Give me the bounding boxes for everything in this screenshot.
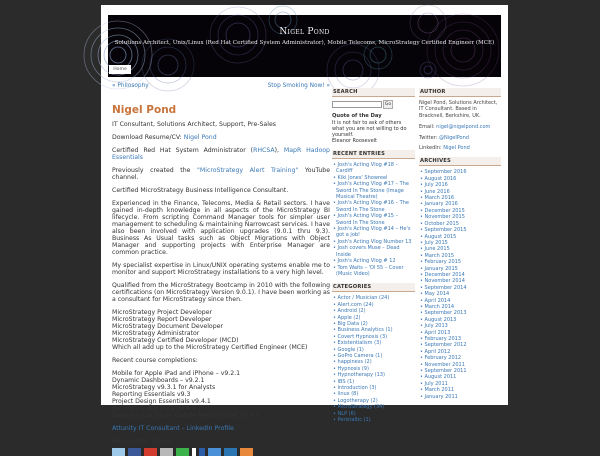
cert-item: MicroStrategy Certified Developer (MCD) — [112, 337, 239, 344]
recent-entry-link[interactable]: Tom Waits – 'Ol 55 – Cover (Music Video) — [336, 264, 404, 277]
archive-link[interactable]: March 2016 — [424, 195, 455, 202]
search-widget — [332, 88, 415, 144]
archive-link[interactable]: August 2013 — [424, 316, 457, 323]
archive-item: • January 2011 — [420, 393, 458, 400]
category-link[interactable]: Business Analytics (1) — [337, 327, 393, 334]
archive-item: • August 2015 — [420, 233, 457, 240]
archive-item: • April 2013 — [420, 329, 451, 336]
cert-item: Which all add up to the MicroStrategy Certified Engineer (MCE) — [112, 344, 308, 351]
recent-entry[interactable]: • Josh's Acting Vlog #18 – Cardiff — [333, 162, 399, 175]
cert-item: MicroStrategy Administrator — [112, 330, 200, 337]
archives-widget — [419, 157, 501, 400]
site-header — [108, 15, 501, 77]
category-link[interactable]: MicroStrategy (34) — [337, 404, 385, 411]
category-item: • Peristaltic (1) — [333, 417, 371, 424]
archive-link[interactable]: February 2013 — [424, 336, 462, 342]
archive-item: • April 2012 — [420, 348, 451, 355]
page-wrapper — [101, 5, 508, 445]
archive-link[interactable]: November 2014 — [424, 278, 465, 285]
recent-entry-link[interactable]: Josh covers Muse – Dead Inside — [336, 245, 400, 258]
category-item: • Hypnosis (9) — [333, 365, 369, 372]
category-link[interactable]: Logotherapy (2) — [337, 397, 378, 404]
archive-item: • July 2011 — [420, 380, 448, 387]
author-twitter-row — [419, 135, 501, 141]
linkedin-link[interactable]: Nigel Pond — [443, 145, 470, 152]
category-link[interactable]: linux (8) — [337, 391, 359, 398]
archive-link[interactable]: September 2016 — [424, 169, 467, 176]
recent-entry[interactable]: • Josh's Acting Vlog #14 – He's got a job! — [333, 226, 411, 239]
facebook-icon[interactable] — [128, 448, 141, 456]
category-link[interactable]: Google (1) — [337, 346, 364, 353]
recent-entry[interactable]: • Tom Waits – 'Ol 55 – Cover (Music Video) — [333, 264, 404, 277]
next-post-link[interactable]: Stop Smoking Now! » — [267, 83, 330, 89]
recent-entries-widget — [332, 150, 415, 277]
cert-item: MicroStrategy Report Developer — [112, 316, 212, 323]
header-circles-decoration — [108, 15, 501, 77]
site-description: Solutions Architect, Unix/Linux (Red Hat Certified System Administrator), Mobile Telecoms, MicroStrategy Certified Engineer (MCE) — [114, 40, 495, 46]
nav-home-tab[interactable]: Home — [109, 65, 131, 74]
category-link[interactable]: Peristaltic (1) — [337, 417, 371, 424]
archive-item: • November 2011 — [420, 361, 465, 368]
categories-widget — [332, 283, 415, 423]
archive-item: • November 2015 — [420, 214, 465, 221]
archive-link[interactable]: February 2012 — [424, 355, 462, 362]
sms-icon[interactable] — [176, 448, 189, 456]
archive-link[interactable]: June 2016 — [424, 188, 450, 195]
category-link[interactable]: Android (2) — [337, 308, 366, 315]
category-link[interactable]: Existentialism (3) — [337, 340, 382, 347]
archive-link[interactable]: July 2015 — [424, 239, 448, 246]
site-title[interactable]: Nigel Pond — [279, 27, 330, 37]
author-widget-title: AUTHOR — [419, 88, 501, 97]
category-item: • MicroStrategy (34) — [333, 404, 385, 411]
course-item: Hot Topics: Big Data v9.4.1 — [112, 405, 196, 412]
archive-item: • December 2014 — [420, 271, 465, 278]
delicious-icon[interactable] — [199, 448, 205, 456]
archive-link[interactable]: June 2015 — [424, 246, 450, 253]
category-item: • Apple (2) — [333, 314, 361, 321]
archive-link[interactable]: April 2013 — [424, 329, 451, 336]
youtube-channel-link[interactable]: "MicroStrategy Alert Training" — [197, 167, 299, 174]
category-item: • Existentialism (3) — [333, 340, 382, 347]
blank-icon — [192, 448, 196, 456]
course-item: Deploy & Configure Google Maps Widget v9.4.1 — [112, 412, 260, 419]
intro-paragraph: IT Consultant, Solutions Architect, Support, Pre-Sales — [112, 121, 276, 128]
category-item: • GoPro Camera (1) — [333, 352, 383, 359]
archive-item: • March 2016 — [420, 195, 455, 202]
archive-item: • August 2013 — [420, 316, 457, 323]
archive-item: • November 2014 — [420, 278, 465, 285]
resume-label: Download Resume/CV: — [112, 134, 184, 141]
category-link[interactable]: Big Data (2) — [337, 320, 368, 327]
search-widget-title: SEARCH — [332, 88, 415, 97]
bi-consultant-paragraph: Certified MicroStrategy Business Intelligence Consultant. — [112, 187, 289, 194]
recent-entry[interactable]: • Josh's Acting Vlog #17 – The Sword In The Stone (Image Musical Theatre) — [333, 181, 409, 201]
certs-separator: ), — [274, 147, 284, 154]
archive-item: • April 2014 — [420, 297, 451, 304]
archive-item: • September 2016 — [420, 169, 467, 176]
author-bio: Nigel Pond, Solutions Architect, IT Consultant. Based in Bracknell, Berkshire, UK. — [419, 100, 498, 119]
linkedin-label: LinkedIn: — [419, 145, 444, 152]
archive-link[interactable]: December 2015 — [424, 207, 465, 214]
category-link[interactable]: GoPro Camera (1) — [337, 352, 383, 359]
archive-link[interactable]: September 2011 — [424, 368, 467, 375]
recent-entry[interactable]: • Josh's Acting Vlog #16 – The Sword In The Stone — [333, 200, 409, 213]
recent-entry-link[interactable]: Josh's Acting Vlog # 12 — [337, 258, 396, 265]
archive-link[interactable]: March 2015 — [424, 252, 455, 259]
category-item: • happiness (2) — [333, 359, 372, 366]
category-item: • Hypnotherapy (13) — [333, 372, 385, 379]
youtube-label: Previously created the — [112, 167, 198, 174]
archive-link[interactable]: January 2015 — [424, 265, 458, 272]
archive-item: • July 2016 — [420, 182, 448, 189]
category-link[interactable]: happiness (2) — [337, 359, 372, 366]
expertise-paragraph: My specialist expertise in Linux/UNIX operating systems enable me to monitor and support MicroStrategy installations to a very high level. — [112, 262, 330, 276]
archive-link[interactable]: January 2016 — [424, 201, 458, 208]
recent-entry-link[interactable]: Josh's Acting Vlog #16 – The Sword In The Stone — [336, 200, 409, 213]
category-link[interactable]: Alert.com (24) — [337, 301, 374, 308]
recent-entry[interactable]: • Josh's Acting Vlog Number 13 — [333, 238, 412, 245]
quote-title: Quote of the Day — [332, 113, 382, 119]
cert-item: MicroStrategy Project Developer — [112, 309, 213, 316]
recent-entry-link[interactable]: Josh's Acting Vlog #15 – Sword In The Stone — [336, 213, 399, 226]
email-icon[interactable] — [160, 448, 173, 456]
quote-author-link[interactable]: Eleanor Roosevelt — [332, 138, 377, 144]
archive-item: • June 2015 — [420, 246, 450, 253]
archive-link[interactable]: November 2011 — [424, 361, 465, 368]
archive-item: • August 2016 — [420, 175, 457, 182]
archive-item: • October 2015 — [420, 220, 459, 227]
archive-item: • July 2015 — [420, 239, 448, 246]
share-icons — [112, 448, 330, 456]
recent-courses-label: Recent course completions: — [112, 357, 198, 364]
certs-paragraph — [112, 147, 330, 161]
category-item: • Logotherapy (2) — [333, 397, 378, 404]
search-input[interactable] — [332, 101, 382, 108]
archive-link[interactable]: July 2016 — [424, 182, 448, 189]
author-widget — [419, 88, 501, 151]
search-go-button[interactable]: Go — [384, 102, 392, 107]
linkedin-icon[interactable] — [224, 448, 237, 456]
category-link[interactable]: Apple (2) — [337, 314, 361, 321]
linkedin-profile-link[interactable]: Attunity IT Consultant – LinkedIn Profile — [112, 425, 234, 432]
google-plus-icon[interactable] — [144, 448, 157, 456]
archive-link[interactable]: July 2011 — [424, 380, 448, 387]
recent-entries-title: RECENT ENTRIES — [332, 150, 415, 159]
category-item: • linux (8) — [333, 391, 359, 398]
archive-link[interactable]: April 2012 — [424, 348, 451, 355]
recent-entry-link[interactable]: Josh's Acting Vlog #14 – He's got a job! — [336, 226, 411, 239]
course-list — [112, 370, 330, 419]
category-link[interactable]: IBS (1) — [337, 378, 355, 385]
archive-link[interactable]: July 2013 — [424, 323, 448, 330]
archive-link[interactable]: September 2013 — [424, 310, 467, 317]
recent-entry[interactable]: • Kiki Jones' Showreel — [333, 174, 388, 181]
archives-title: ARCHIVES — [419, 157, 501, 166]
main-content — [112, 104, 330, 456]
course-item: MicroStrategy v9.3.1 for Analysts — [112, 384, 216, 391]
category-link[interactable]: Introduction (3) — [337, 385, 377, 391]
archive-link[interactable]: September 2014 — [424, 284, 467, 291]
category-item: • Alert.com (24) — [333, 301, 374, 308]
archive-item: • March 2015 — [420, 252, 455, 259]
category-link[interactable]: NLP (6) — [337, 410, 356, 417]
resume-paragraph — [112, 134, 330, 141]
archive-link[interactable]: September 2012 — [424, 342, 467, 349]
archive-link[interactable]: March 2011 — [424, 387, 455, 394]
archive-item: • February 2012 — [420, 355, 462, 362]
archive-item: • March 2011 — [420, 387, 455, 394]
course-item: Mobile for Apple iPad and iPhone – v9.2.1 — [112, 370, 241, 377]
archive-item: • February 2015 — [420, 259, 462, 266]
archive-link[interactable]: May 2014 — [424, 291, 450, 298]
category-link[interactable]: Actor / Musician (24) — [337, 295, 390, 302]
category-link[interactable]: Covert Hypnosis (3) — [337, 333, 388, 340]
archive-link[interactable]: April 2014 — [424, 297, 451, 304]
mapr-link[interactable]: MapR Hadoop Essentials — [112, 147, 330, 161]
archive-item: • August 2011 — [420, 374, 457, 381]
resume-link[interactable]: Nigel Pond — [183, 134, 217, 141]
archive-item: • January 2016 — [420, 201, 458, 208]
qualified-paragraph: Qualified from the MicroStrategy Bootcamp in 2010 with the following certifications (on MicroStrategy Version 9.0.1). I have been working as a consultant for MicroStrategy since then. — [112, 282, 330, 303]
email-link[interactable]: nigel@nigelpond.com — [436, 124, 491, 131]
archive-item: • September 2015 — [420, 227, 467, 234]
archive-item: • September 2012 — [420, 342, 467, 349]
prev-post-link[interactable]: « Philosophy — [112, 83, 149, 89]
course-item: Reporting Essentials v9.3 — [112, 391, 191, 398]
archive-item: • January 2015 — [420, 265, 458, 272]
archive-link[interactable]: November 2015 — [424, 214, 465, 221]
category-item: • Big Data (2) — [333, 320, 368, 327]
sidebar-right — [419, 88, 501, 406]
archive-link[interactable]: August 2016 — [424, 175, 457, 182]
category-item: • Android (2) — [333, 308, 366, 315]
archive-link[interactable]: August 2015 — [424, 233, 457, 240]
twitter-label: Twitter: — [419, 134, 439, 141]
archive-item: • September 2013 — [420, 310, 467, 317]
archive-item: • February 2013 — [420, 336, 462, 342]
archive-item: • December 2015 — [420, 207, 465, 214]
recent-entry-link[interactable]: Kiki Jones' Showreel — [337, 174, 388, 181]
category-item: • Business Analytics (1) — [333, 327, 393, 334]
categories-title: CATEGORIES — [332, 283, 415, 292]
archive-item: • July 2013 — [420, 323, 448, 330]
archive-item: • September 2014 — [420, 284, 467, 291]
youtube-paragraph — [112, 167, 330, 181]
author-email-row — [419, 124, 501, 130]
category-link[interactable]: Hypnotherapy (13) — [337, 372, 385, 379]
category-item: • Google (1) — [333, 346, 364, 353]
author-linkedin-row — [419, 145, 501, 151]
twitter-link[interactable]: @NigelPond — [438, 134, 469, 141]
archive-item: • May 2014 — [420, 291, 450, 298]
cert-item: MicroStrategy Document Developer — [112, 323, 223, 330]
recent-entry[interactable]: • Josh covers Muse – Dead Inside — [333, 245, 400, 258]
archive-link[interactable]: September 2015 — [424, 227, 467, 234]
archive-link[interactable]: March 2014 — [424, 303, 455, 310]
recent-entry[interactable]: • Josh's Acting Vlog #15 – Sword In The Stone — [333, 213, 399, 226]
archive-link[interactable]: October 2015 — [424, 220, 459, 227]
category-item: • Covert Hypnosis (3) — [333, 333, 388, 340]
recent-entry-link[interactable]: Josh's Acting Vlog #17 – The Sword In The Stone (Image Musical Theatre) — [336, 181, 409, 201]
archive-item: • June 2016 — [420, 188, 450, 195]
category-link[interactable]: Hypnosis (9) — [337, 365, 369, 372]
category-item: • Introduction (3) — [333, 385, 377, 391]
recent-entry-link[interactable]: Josh's Acting Vlog #18 – Cardiff — [336, 162, 399, 175]
recent-entry-link[interactable]: Josh's Acting Vlog Number 13 — [337, 238, 412, 245]
quote-text: It is not fair to ask of others what you are not willing to do yourself. — [332, 120, 407, 138]
twitter-icon[interactable] — [112, 448, 125, 456]
digg-icon[interactable] — [208, 448, 221, 456]
youtube-suffix: YouTube channel. — [112, 167, 331, 181]
experience-paragraph: Experienced in the Finance, Telecoms, Media & Retail sectors. I have gained in-depth knowledge in all aspects of the MicroStrategy BI lifecycle. From scripting Command Manager tools for simpler user management to scheduling & maintaining Narrowcast services. I have also been involved with application upgrades (9.0.1 thru 9.3). Business As Usual tasks such as Object Migrations with Object Manager and supporting projects with Enterprise Manager are common practice. — [112, 200, 330, 256]
course-item: Project Design Essentials v9.4.1 — [112, 398, 211, 405]
page-title: Nigel Pond — [112, 104, 177, 116]
share-label: Be Sociable, Share! — [112, 438, 173, 445]
certs-label: Certified Red Hat System Administrator ( — [112, 147, 254, 154]
archive-link[interactable]: January 2011 — [424, 393, 458, 400]
archive-link[interactable]: August 2011 — [424, 374, 457, 381]
rss-icon[interactable] — [240, 448, 253, 456]
archive-link[interactable]: December 2014 — [424, 271, 465, 278]
rhcsa-link[interactable]: RHCSA — [253, 147, 275, 154]
archive-link[interactable]: February 2015 — [424, 259, 462, 266]
email-label: Email: — [419, 124, 437, 131]
recent-entry[interactable]: • Josh's Acting Vlog # 12 — [333, 258, 396, 265]
category-item: • NLP (6) — [333, 410, 356, 417]
archive-item: • March 2014 — [420, 303, 455, 310]
category-item: • IBS (1) — [333, 378, 355, 385]
sidebar-left — [332, 88, 415, 429]
category-item: • Actor / Musician (24) — [333, 295, 390, 302]
archive-item: • September 2011 — [420, 368, 467, 375]
course-item: Dynamic Dashboards – v9.2.1 — [112, 377, 205, 384]
